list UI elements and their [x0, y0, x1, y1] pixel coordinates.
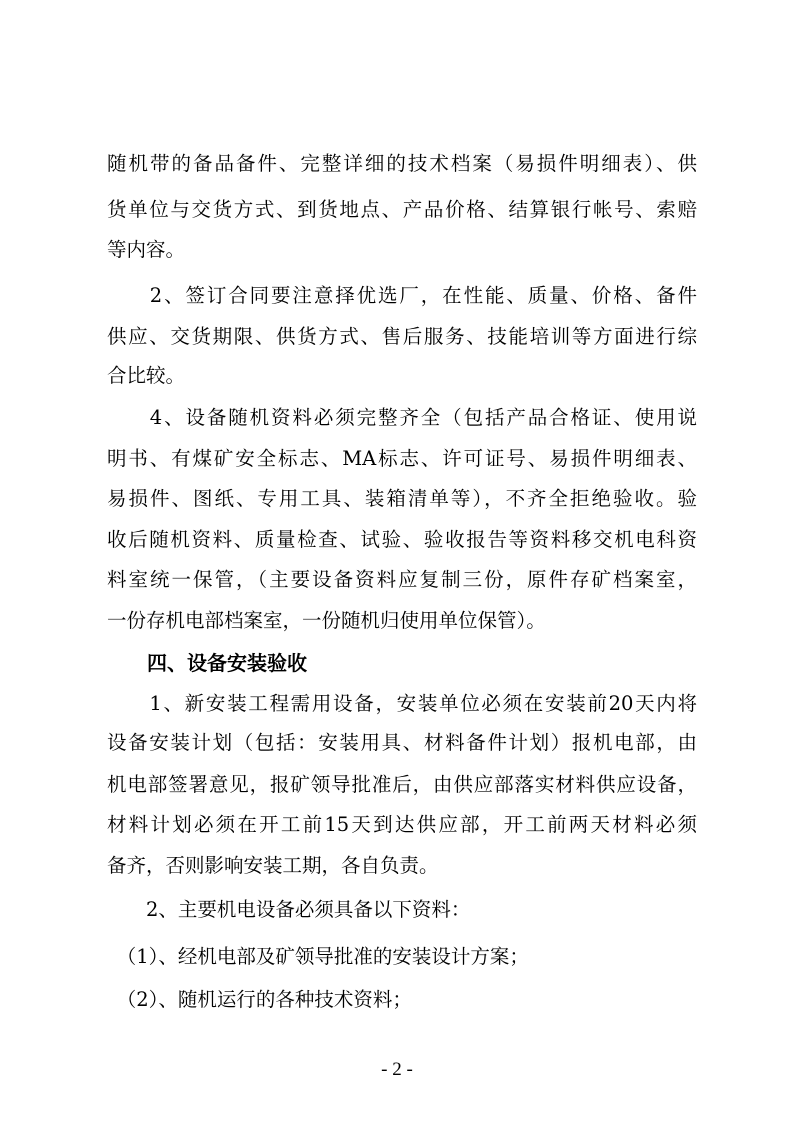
- body-text-line: 货单位与交货方式、到货地点、产品价格、结算银行帐号、索赔: [107, 198, 697, 221]
- body-text-line: 2、签订合同要注意择优选厂，在性能、质量、价格、备件: [107, 284, 697, 307]
- body-text-line: 收后随机资料、质量检查、试验、验收报告等资料移交机电科资: [107, 528, 697, 551]
- body-text-line: 1、新安装工程需用设备，安装单位必须在安装前20天内将: [107, 692, 697, 715]
- page-number: - 2 -: [381, 1059, 413, 1080]
- body-text-line: 材料计划必须在开工前15天到达供应部，开工前两天材料必须: [107, 813, 697, 836]
- body-text-line: 2、主要机电设备必须具备以下资料：: [107, 898, 471, 921]
- body-text-line: 等内容。: [107, 238, 186, 261]
- body-text-line: 备齐，否则影响安装工期，各自负责。: [107, 854, 439, 877]
- body-text-line: 明书、有煤矿安全标志、MA标志、许可证号、易损件明细表、: [107, 447, 697, 470]
- body-text-line: 料室统一保管，（主要设备资料应复制三份，原件存矿档案室，: [107, 568, 697, 591]
- body-text-line: 一份存机电部档案室，一份随机归使用单位保管）。: [107, 609, 546, 632]
- body-text-line: 易损件、图纸、专用工具、装箱清单等），不齐全拒绝验收。验: [107, 487, 697, 510]
- body-text-line: （1）、经机电部及矿领导批准的安装设计方案；: [107, 945, 529, 968]
- section-heading: 四、设备安装验收: [107, 651, 307, 675]
- body-text-line: 合比较。: [107, 364, 186, 387]
- body-text-line: 供应、交货期限、供货方式、售后服务、技能培训等方面进行综: [107, 325, 697, 348]
- body-text-line: 设备安装计划（包括：安装用具、材料备件计划）报机电部，由: [107, 731, 697, 754]
- body-text-line: 随机带的备品备件、完整详细的技术档案（易损件明细表）、供: [107, 152, 697, 175]
- body-text-line: 机电部签署意见，报矿领导批准后，由供应部落实材料供应设备，: [107, 773, 697, 796]
- body-text-line: （2）、随机运行的各种技术资料；: [107, 988, 412, 1011]
- body-text-line: 4、设备随机资料必须完整齐全（包括产品合格证、使用说: [107, 406, 697, 429]
